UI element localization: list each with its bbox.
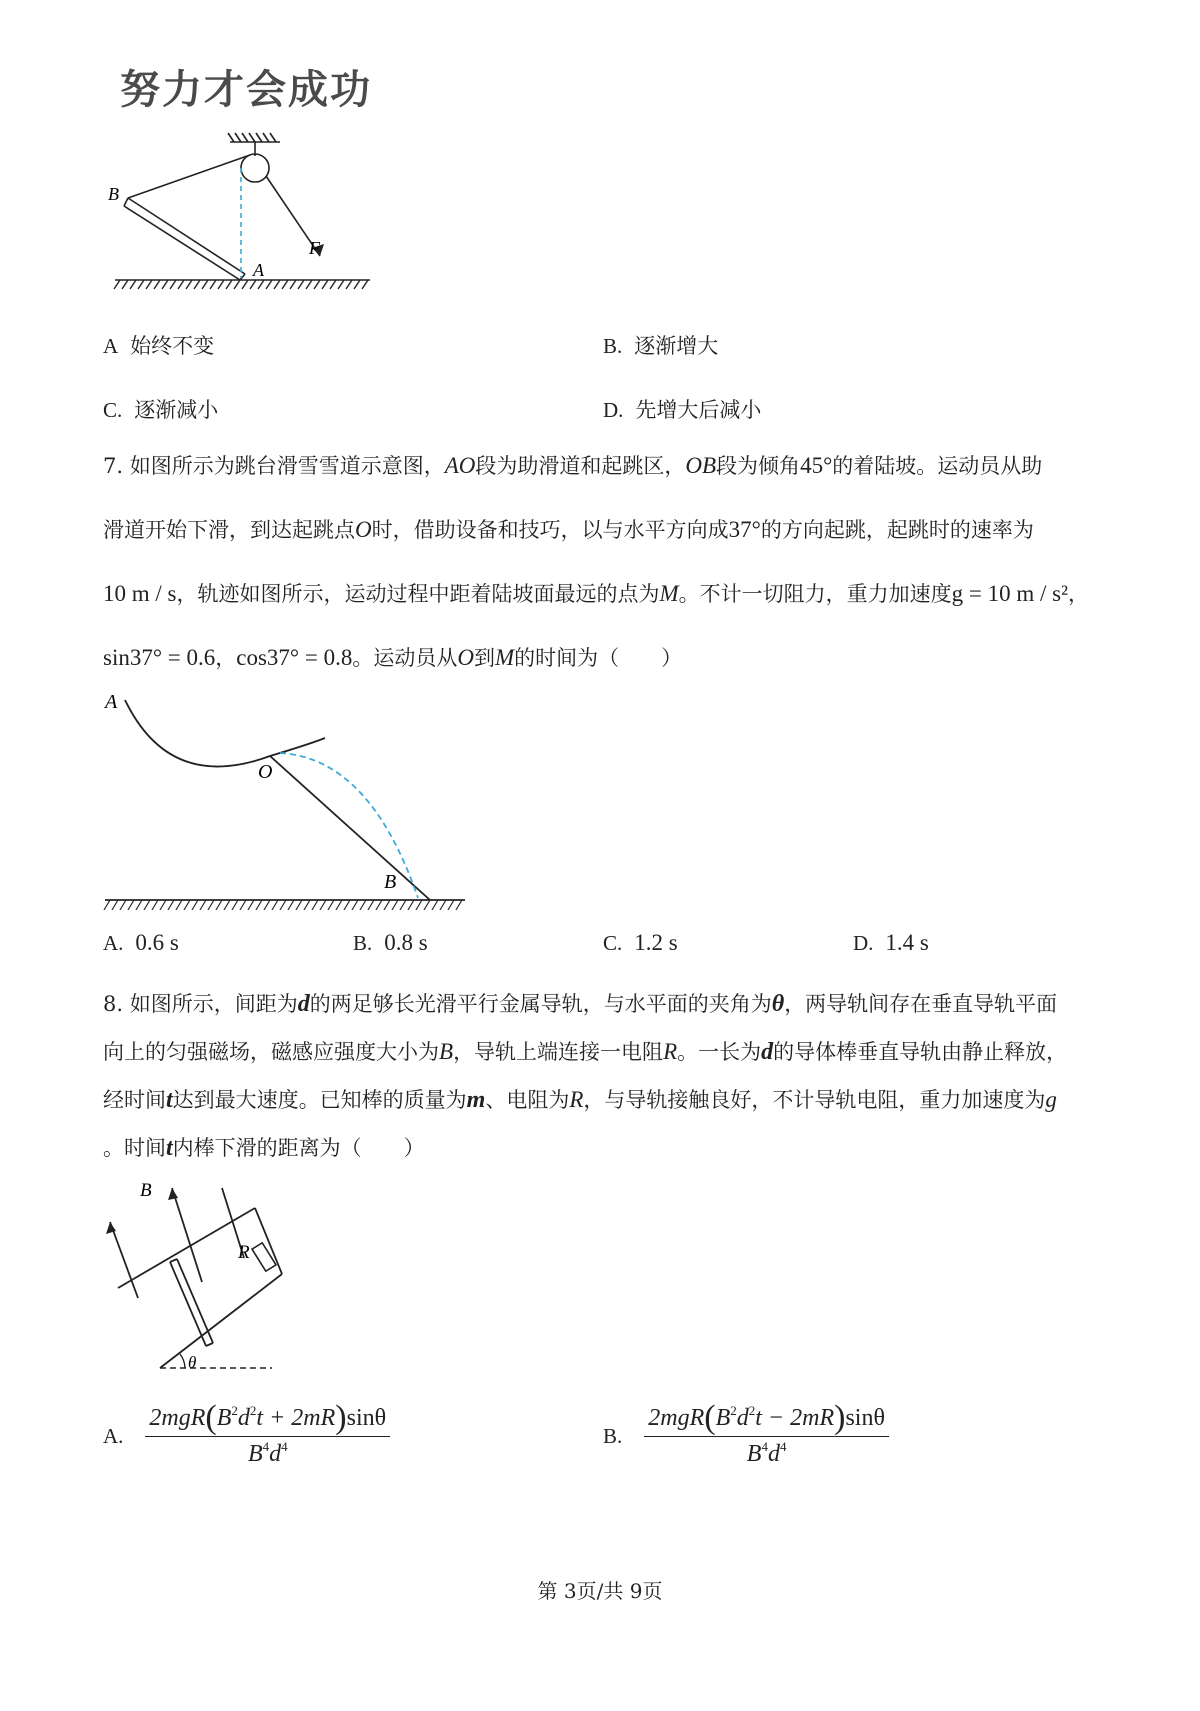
option-text: 0.8 s <box>384 930 428 955</box>
q6-option-a[interactable] <box>103 330 214 360</box>
text: 。一长为 <box>677 1040 762 1064</box>
numerator-rest: t + 2mR <box>256 1405 336 1431</box>
text: 经时间 <box>103 1088 166 1112</box>
text: ，轨迹如图所示，运动过程中距着陆坡面最远的点为 <box>176 582 660 606</box>
denominator-d: d <box>767 1441 780 1467</box>
q8-option-b[interactable] <box>603 1399 889 1468</box>
denominator-b: B <box>746 1441 762 1467</box>
q6-label-a: A <box>253 260 264 280</box>
numerator-sin: sinθ <box>346 1405 387 1431</box>
text: 8. 如图所示，间距为 <box>103 992 298 1016</box>
text: ，两导轨间存在垂直导轨平面 <box>784 992 1058 1016</box>
superscript: 4 <box>262 1439 270 1454</box>
q7-option-c[interactable] <box>603 930 678 956</box>
var-d: d <box>761 1039 774 1065</box>
var-t: t <box>166 1087 173 1113</box>
q6-option-d[interactable] <box>603 394 761 424</box>
speed-value: 10 m / s <box>103 581 177 606</box>
angle-value: 37° <box>728 517 761 542</box>
q8-rail-figure <box>100 1178 315 1378</box>
option-text: 0.6 s <box>135 930 179 955</box>
q8-line-3 <box>103 1084 1057 1114</box>
point-o: O <box>355 517 372 542</box>
watermark-text: 努力才会成功 <box>120 67 372 113</box>
var-b: B <box>439 1039 454 1064</box>
var-g: g <box>1045 1087 1057 1112</box>
superscript: 2 <box>231 1403 238 1418</box>
superscript: 4 <box>779 1439 787 1454</box>
text: 的时间为（ ） <box>514 646 683 670</box>
text: 达到最大速度。已知棒的质量为 <box>172 1088 467 1112</box>
q7-label-a: A <box>105 691 118 713</box>
text: ，导轨上端连接一电阻 <box>453 1040 664 1064</box>
option-letter: A. <box>103 931 124 955</box>
text: 内棒下滑的距离为（ ） <box>172 1136 425 1160</box>
option-text: 1.4 s <box>885 930 929 955</box>
var-theta: θ <box>771 991 785 1017</box>
var-r: R <box>663 1039 678 1064</box>
numerator-b: B <box>715 1405 731 1431</box>
option-text: 先增大后减小 <box>635 398 762 422</box>
text: 的着陆坡。运动员从助 <box>832 454 1043 478</box>
option-letter: B. <box>603 1424 623 1448</box>
option-text: 逐渐增大 <box>634 334 719 358</box>
q6-option-b[interactable] <box>603 330 718 360</box>
var-d: d <box>297 991 310 1017</box>
superscript: 4 <box>761 1439 768 1454</box>
option-letter: D. <box>603 398 624 422</box>
var-m: m <box>466 1087 486 1113</box>
text: ， <box>1068 582 1090 606</box>
q8-line-2 <box>103 1036 1067 1066</box>
option-text: 逐渐减小 <box>134 398 219 422</box>
denominator-d: d <box>269 1441 282 1467</box>
text: 向上的匀强磁场，磁感应强度大小为 <box>103 1040 439 1064</box>
q7-option-b[interactable] <box>353 930 428 956</box>
option-letter: C. <box>103 398 123 422</box>
superscript: 2 <box>748 1403 756 1418</box>
text: 段为助滑道和起跳区， <box>475 454 686 478</box>
text: 段为倾角 <box>716 454 801 478</box>
text: 。运动员从 <box>352 646 458 670</box>
option-letter: A <box>103 334 119 358</box>
var-t: t <box>166 1135 173 1161</box>
q8-label-theta: θ <box>188 1353 197 1372</box>
q6-pulley-figure <box>110 128 390 303</box>
point-o: O <box>457 645 474 670</box>
option-letter: B. <box>353 931 373 955</box>
q7-option-a[interactable] <box>103 930 179 956</box>
angle-value: 45° <box>800 453 833 478</box>
q7-option-d[interactable] <box>853 930 929 956</box>
text: 的导体棒垂直导轨由静止释放， <box>773 1040 1068 1064</box>
option-letter: C. <box>603 931 623 955</box>
text: 的方向起跳，起跳时的速率为 <box>760 518 1034 542</box>
numerator-d: d <box>736 1405 749 1431</box>
denominator-b: B <box>247 1441 263 1467</box>
sin-value: sin37° = 0.6 <box>103 645 216 670</box>
text: ，与导轨接触良好，不计导轨电阻，重力加速度为 <box>583 1088 1046 1112</box>
page-footer: 第 3页/共 9页 <box>537 1579 663 1603</box>
text: 。时间 <box>103 1136 166 1160</box>
point-m: M <box>494 645 515 670</box>
q7-line-2 <box>103 514 1034 544</box>
text: 滑道开始下滑，到达起跳点 <box>103 518 355 542</box>
numerator-sin: sinθ <box>845 1405 885 1431</box>
option-letter: A. <box>103 1424 124 1448</box>
text: 、电阻为 <box>485 1088 570 1112</box>
segment-ao: AO <box>444 453 476 478</box>
q6-option-c[interactable] <box>103 394 218 424</box>
q6-label-f: F <box>309 238 320 258</box>
numerator-prefix: 2mgR <box>149 1405 206 1431</box>
cos-value: cos37° = 0.8 <box>236 645 353 670</box>
superscript: 4 <box>281 1439 288 1454</box>
point-m: M <box>659 581 679 606</box>
gravity-value: g = 10 m / s² <box>951 581 1069 606</box>
text: 时，借助设备和技巧，以与水平方向成 <box>371 518 729 542</box>
text: 的两足够长光滑平行金属导轨，与水平面的夹角为 <box>309 992 772 1016</box>
fraction: $\frac{2mgR(B^2d^2t - 2mR)\sin\theta}{B^4d^4}$ <box>644 1405 889 1468</box>
q8-line-1 <box>103 988 1057 1018</box>
q7-label-b: B <box>384 871 397 893</box>
q8-line-4 <box>103 1132 425 1162</box>
q8-label-r: R <box>238 1242 250 1263</box>
q7-line-3 <box>103 578 1089 608</box>
q7-line-1 <box>103 450 1042 480</box>
numerator-rest: t − 2mR <box>755 1405 835 1431</box>
q8-option-a[interactable] <box>103 1399 390 1468</box>
text: 到 <box>473 646 495 670</box>
superscript: 2 <box>730 1403 737 1418</box>
numerator-d: d <box>237 1405 250 1431</box>
option-letter: B. <box>603 334 623 358</box>
numerator-prefix: 2mgR <box>648 1405 705 1431</box>
q7-label-o: O <box>258 761 273 783</box>
var-r: R <box>569 1087 584 1112</box>
text: ， <box>215 646 237 670</box>
q8-label-b: B <box>140 1180 152 1201</box>
option-letter: D. <box>853 931 874 955</box>
text: 。不计一切阻力，重力加速度 <box>678 582 952 606</box>
text: 7. 如图所示为跳台滑雪雪道示意图， <box>103 454 445 478</box>
option-text: 始终不变 <box>130 334 215 358</box>
superscript: 2 <box>249 1403 257 1418</box>
option-text: 1.2 s <box>634 930 678 955</box>
numerator-b: B <box>216 1405 232 1431</box>
q7-line-4 <box>103 642 682 672</box>
fraction: $\frac{2mgR(B^2d^2t + 2mR)\sin\theta}{B^4d^4}$ <box>145 1405 390 1468</box>
segment-ob: OB <box>685 453 717 478</box>
q7-ski-jump-figure <box>100 688 470 918</box>
q6-label-b: B <box>108 184 119 204</box>
